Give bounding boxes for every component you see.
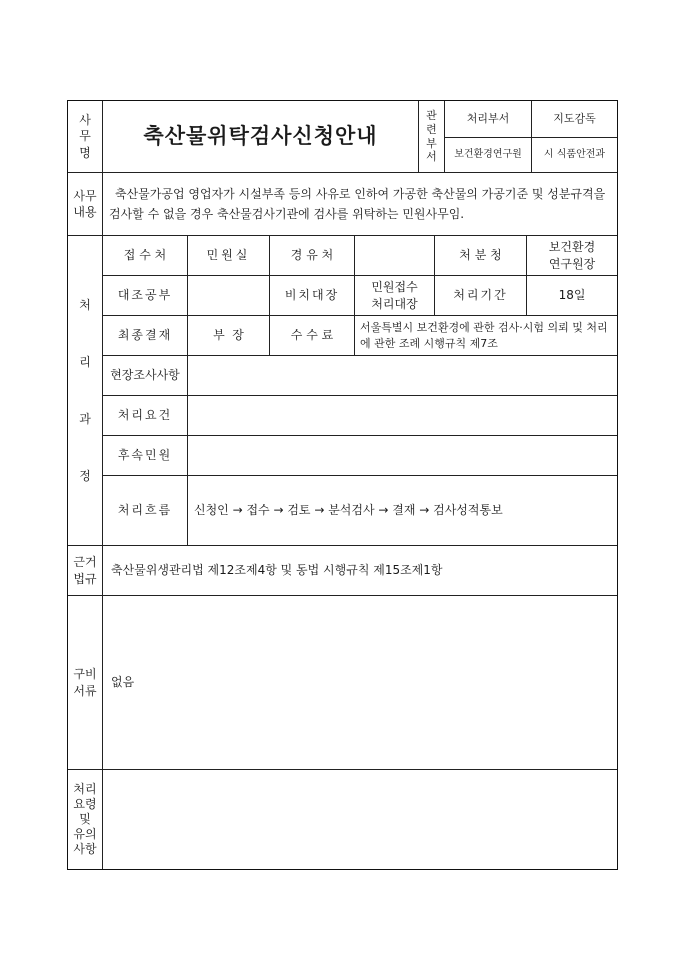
fee-label: 수 수 료 — [290, 328, 334, 343]
label-char: 리 — [79, 354, 91, 369]
documents-text: 없음 — [111, 675, 135, 690]
label-char: 정 — [79, 469, 91, 484]
disposal-value — [527, 236, 617, 275]
followup-value — [188, 436, 617, 475]
label-char: 사 — [79, 113, 91, 128]
supervision-value: 시 식품안전과 — [543, 149, 606, 161]
disposal-label: 처 분 청 — [459, 248, 502, 263]
label-char: 과 — [79, 412, 91, 427]
legal-basis-label — [68, 546, 102, 595]
office-name-label — [68, 101, 102, 172]
supervision-label: 지도감독 — [553, 111, 596, 125]
label-line: 내용 — [73, 205, 97, 219]
value-line: 보건환경 — [548, 240, 596, 255]
approval-value: 부 장 — [213, 328, 244, 343]
related-dept-label — [419, 101, 444, 172]
label-char: 명 — [79, 145, 91, 160]
via-label: 경 유 처 — [290, 248, 334, 263]
form-frame — [67, 100, 618, 870]
ledger-label: 대조공부 — [117, 288, 173, 303]
label-line: 근거 — [73, 555, 97, 570]
label-char: 련 — [426, 122, 437, 136]
label-line: 서류 — [73, 683, 97, 698]
label-char: 처 — [79, 297, 91, 312]
value-line: 민원접수 — [371, 280, 418, 295]
label-char: 서 — [426, 150, 437, 164]
label-line: 및 — [79, 812, 91, 826]
label-line: 사항 — [73, 842, 97, 856]
label-char: 부 — [426, 136, 437, 150]
page-title: 축산물위탁검사신청안내 — [143, 124, 378, 149]
requirements-label: 처리요건 — [117, 408, 173, 423]
ledger-value — [188, 276, 269, 315]
notes-text — [111, 770, 611, 869]
label-line: 처리 — [73, 782, 97, 796]
description-label — [68, 173, 102, 235]
processing-dept-label: 처리부서 — [466, 111, 510, 125]
value-line: 처리대장 — [371, 296, 418, 311]
processing-dept-value: 보건환경연구원 — [454, 149, 522, 161]
survey-label: 현장조사사항 — [110, 368, 180, 383]
via-value — [355, 236, 434, 275]
flow-value: 신청인 → 접수 → 검토 → 분석검사 → 결재 → 검사성적통보 — [194, 503, 503, 518]
documents-label — [68, 596, 102, 769]
approval-label: 최종결재 — [117, 328, 173, 343]
register-value — [355, 276, 434, 315]
period-label: 처리기간 — [453, 288, 508, 303]
followup-label: 후속민원 — [117, 448, 173, 463]
label-char: 관 — [426, 109, 437, 122]
label-char: 무 — [79, 129, 91, 144]
description-text: 축산물가공업 영업자가 시설부족 등의 사유로 인하여 가공한 축산물의 가공기준 및 성분규격을 검사할 수 없을 경우 축산물검사기관에 검사를 위탁하는 민원사무임. — [109, 186, 606, 221]
register-label: 비치대장 — [284, 288, 340, 303]
process-label — [68, 236, 102, 545]
survey-value — [188, 356, 617, 395]
value-line: 연구원장 — [548, 256, 596, 271]
label-line: 사무 — [73, 188, 97, 203]
reception-value: 민원실 — [206, 248, 251, 263]
reception-label: 접 수 처 — [123, 248, 167, 263]
legal-basis-text: 축산물위생관리법 제12조제4항 및 동법 시행규칙 제15조제1항 — [111, 563, 443, 578]
period-value: 18일 — [558, 288, 586, 303]
requirements-value — [188, 396, 617, 435]
flow-label: 처리흐름 — [117, 503, 173, 518]
label-line: 법규 — [73, 571, 97, 586]
notes-label — [68, 770, 102, 869]
fee-value: 서울특별시 보건환경에 관한 검사·시험 의뢰 및 처리에 관한 조례 시행규칙 제7조 — [360, 320, 608, 350]
label-line: 구비 — [73, 667, 97, 682]
label-line: 유의 — [73, 827, 97, 841]
label-line: 요령 — [73, 797, 97, 811]
